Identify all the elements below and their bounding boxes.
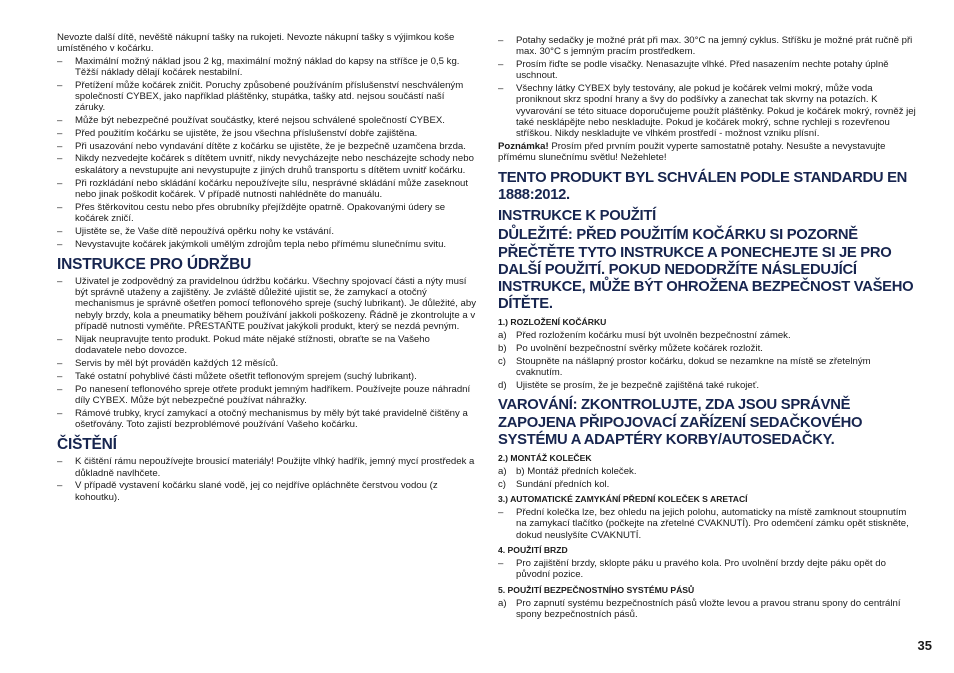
page-number: 35 [917,638,932,653]
list-item-text: Také ostatní pohyblivé části můžete ošetřit teflonovým sprejem (suchý lubrikant). [75,370,417,382]
list-item-text: Pro zajištění brzdy, sklopte páku u pravého kola. Pro uvolnění brzdy dejte páku opět do původní pozice. [516,557,886,581]
list-marker: – [57,115,63,127]
list-item-text: Přední kolečka lze, bez ohledu na jejich polohu, automaticky na místě zamknout stoupnutím na zamykací tlačítko (počkejte na zřetelné CVAKNUTÍ). Pro odemčení zámku opět stiskněte, dokud neuslyšíte CVAKNUTÍ. [516,507,909,541]
list-item-text: Může být nebezpečné používat součástky, které nejsou schválené společností CYBEX. [75,115,445,127]
section-2-list [498,466,918,490]
list-marker: – [498,35,504,46]
list-item [498,83,918,139]
list-item [57,408,477,431]
right-column [498,35,918,622]
list-marker: – [498,557,504,569]
cleaning-heading: ČIŠTĚNÍ [57,436,117,454]
list-item [57,239,477,250]
list-item-text: Přes štěrkovitou cestu nebo přes obrubníky přejíždějte opatrně. Opakovanými údery se kočárek zničí. [75,201,446,224]
list-item [57,80,477,114]
note-text: Prosím před prvním použit vyperte samostatně potahy. Nesušte a nevystavujte přímému slunečnímu světlu! Nežehlete! [498,141,886,164]
list-item-text: Při rozkládání nebo skládání kočárku nepoužívejte sílu, nesprávné skládání může zaseknout nebo jinak poškodit kočárek. V případě nutnosti nahlédněte do manuálu. [75,177,469,200]
list-item-text: Pro zapnutí systému bezpečnostních pásů vložte levou a pravou stranu spony do centrální spony bezpečnostních pásů. [516,597,901,620]
list-item [57,456,477,479]
list-marker: – [57,225,63,237]
list-marker: a) [498,597,507,609]
list-item-text: Potahy sedačky je možné prát při max. 30°C na jemný cyklus. Stříšku je možné prát ručně při max. 30°C s jemným pracím prostředkem. [516,35,913,58]
list-marker: – [57,238,63,250]
note-label: Poznámka! [498,141,549,153]
list-marker: – [57,383,63,395]
list-marker: – [57,153,63,165]
list-marker: – [57,177,63,189]
list-item-text: Před použitím kočárku se ujistěte, že jsou všechna příslušenství dobře zajištěna. [75,127,418,139]
list-item-text: Po nanesení teflonového spreje otřete produkt jemným hadříkem. Používejte pouze náhradní díly CYBEX. Může být nebezpečné používat náhražky. [75,383,471,406]
list-item [498,466,918,477]
section-4-heading: 4. POUŽITÍ BRZD [498,544,568,555]
list-marker: a) [498,330,507,342]
list-marker: – [57,370,63,382]
section-1-heading: 1.) ROZLOŽENÍ KOČÁRKU [498,317,607,328]
list-item [498,343,918,354]
list-marker: c) [498,355,506,367]
section-1-list [498,330,918,391]
list-item-text: Ujistěte se prosím, že je bezpečně zajištěná také rukojeť. [516,380,760,392]
list-marker: – [57,79,63,91]
list-item [57,56,477,79]
list-item-text: Nijak neupravujte tento produkt. Pokud máte nějaké stížnosti, obraťte se na Vašeho dodavatele nebo dovozce. [75,333,430,357]
important-heading: DŮLEŽITÉ: PŘED POUŽITÍM KOČÁRKU SI POZORNĚ PŘEČTĚTE TYTO INSTRUKCE A PONECHEJTE SI JE PRO DALŠÍ POUŽITÍ. POKUD NEDODRŽÍTE NÁSLEDUJÍCÍ INSTRUKCE, MŮŽE BÝT OHROŽENA BEZPEČNOST VAŠEHO DÍTĚTE. [498,227,914,313]
list-item [498,507,918,541]
section-3-list [498,507,918,541]
standard-heading: TENTO PRODUKT BYL SCHVÁLEN PODLE STANDARDU EN 1888:2012. [498,169,908,203]
list-item-text: Před rozložením kočárku musí být uvolněn bezpečnostní zámek. [516,330,791,342]
list-item [57,358,477,369]
list-item [57,480,477,503]
list-marker: – [498,59,504,71]
list-item-text: Nikdy nezvedejte kočárek s dítětem uvnitř, nikdy nevycházejte nebo nescházejte schody nebo eskalátory a nevstupujte ani nevystupujte z jiných druhů transportu s dítětem uvnitř kočárku. [75,153,474,176]
list-item-text: Při usazování nebo vyndavání dítěte z kočárku se ujistěte, že je bezpečně uzamčena brzda. [75,140,466,152]
list-item-text: K čištění rámu nepoužívejte brousicí materiály! Použijte vlhký hadřík, jemný mycí prostředek a důkladně navlhčete. [75,456,475,479]
list-item [57,384,477,407]
list-marker: – [498,83,504,95]
list-item [498,479,918,490]
list-item-text: Po uvolnění bezpečnostní svěrky můžete kočárek rozložit. [516,343,763,355]
maintenance-list [57,276,477,430]
list-item-text: Uživatel je zodpovědný za pravidelnou údržbu kočárku. Všechny spojovací části a nýty musí být správně utaženy a zajištěny. Je zvláště důležité ujistit se, že zamykací a otočný mechanismus je správně ošetřen pomocí teflonového spreje (suchý lubrikant). Je důležité, aby nebyly brzdy, kola a pneumatiky během používání jakkoli poškozeny. Řádně je zkontrolujte a v případě nutnosti vyměňte. PŘESTAŇTE používat jakýkoli produkt, který se nezdá pevným. [75,275,477,333]
list-item-text: Servis by měl být prováděn každých 12 měsíců. [75,357,279,369]
cleaning-list [57,456,477,503]
list-marker: – [57,407,63,419]
list-item-text: Stoupněte na nášlapný prostor kočárku, dokud se nezamkne na místě se zřetelným cvaknutím. [516,355,871,379]
list-item [57,178,477,201]
list-item [498,558,918,581]
section-5-heading: 5. POUŽITÍ BEZPEČNOSTNÍHO SYSTÉMU PÁSŮ [498,584,695,595]
maintenance-heading: INSTRUKCE PRO ÚDRŽBU [57,255,252,273]
list-marker: d) [498,380,507,392]
section-3-heading: 3.) AUTOMATICKÉ ZAMYKÁNÍ PŘEDNÍ KOLEČEK S ARETACÍ [498,494,748,505]
list-item [498,598,918,621]
section-4-list [498,558,918,581]
list-marker: – [57,55,63,67]
list-item [57,276,477,332]
note-paragraph [498,141,918,164]
list-marker: – [57,275,63,287]
list-marker: – [57,333,63,345]
list-item-text: Sundání předních kol. [516,478,610,490]
list-marker: b) [498,343,507,355]
list-item-text: V případě vystavení kočárku slané vodě, jej co nejdříve opláchněte čerstvou vodou (z kohoutku). [75,480,438,503]
intro-list [57,56,477,250]
left-column [57,32,477,504]
care-list [498,35,918,140]
list-item [57,226,477,237]
list-marker: – [57,127,63,139]
list-item-text: Maximální možný náklad jsou 2 kg, maximální možný náklad do kapsy na stříšce je 0,5 kg. Těžší náklady dělají kočárek nestabilní. [75,55,460,78]
list-marker: – [57,480,63,492]
list-item-text: Prosím řiďte se podle visačky. Nenasazujte vlhké. Před nasazením nechte potahy úplně uschnout. [516,59,889,82]
list-item [498,356,918,379]
list-marker: – [57,140,63,152]
list-marker: – [498,507,504,519]
list-item [498,59,918,82]
list-marker: c) [498,478,506,490]
list-item-text: b) Montáž předních koleček. [516,465,637,477]
list-marker: a) [498,465,507,477]
list-item [57,202,477,225]
list-item-text: Nevystavujte kočárek jakýmkoli umělým zdrojům tepla nebo přímému slunečnímu svitu. [75,238,447,250]
list-item [498,35,918,58]
section-2-heading: 2.) MONTÁŽ KOLEČEK [498,452,592,463]
list-item [498,380,918,391]
section-5-list [498,598,918,621]
list-item-text: Všechny látky CYBEX byly testovány, ale pokud je kočárek velmi mokrý, může voda proniknout skrz spodní hrany a švy do podšívky a zanechat tak skvrny na potazích. K vyvarování se této situace doporučujeme použít pláštěnky. Pokud je kočárek mokrý, rovněž jej také nesklápějte nebo neskladujte. Pokud je kočárek mokrý, schne rychleji s rozevřenou stříškou. Nikdy neskladujte ve vlhkém prostředí - možnost vzniku plísní. [516,83,916,140]
list-item [498,330,918,341]
intro-paragraph: Nevozte další dítě, nevěště nákupní tašky na rukojeti. Nevozte nákupní tašky s výjimkou koše umístěného v kočárku. [57,32,455,55]
list-item [57,371,477,382]
list-item [57,153,477,176]
list-item [57,115,477,126]
list-item [57,334,477,357]
list-marker: – [57,357,63,369]
list-item-text: Přetížení může kočárek zničit. Poruchy způsobené používáním příslušenství neschváleným společností CYBEX, jako například pláštěnky, stupátka, tašky atd. nejsou součástí naší záruky. [75,79,464,114]
usage-heading: INSTRUKCE K POUŽITÍ [498,208,656,225]
list-item [57,128,477,139]
list-item-text: Rámové trubky, krycí zamykací a otočný mechanismus by měly být také pravidelně čištěny a ošetřovány. Toto zajistí bezproblémové používání Vašeho kočárku. [75,407,468,430]
warning-heading: VAROVÁNÍ: ZKONTROLUJTE, ZDA JSOU SPRÁVNĚ ZAPOJENA PŘIPOJOVACÍ ZAŘÍZENÍ SEDAČKOVÉHO SYSTÉMU A ADAPTÉRY KORBY/AUTOSEDAČKY. [498,397,863,448]
list-marker: – [57,201,63,213]
list-item-text: Ujistěte se, že Vaše dítě nepoužívá opěrku nohy ke vstávání. [75,225,335,237]
list-marker: – [57,456,63,468]
list-item [57,141,477,152]
